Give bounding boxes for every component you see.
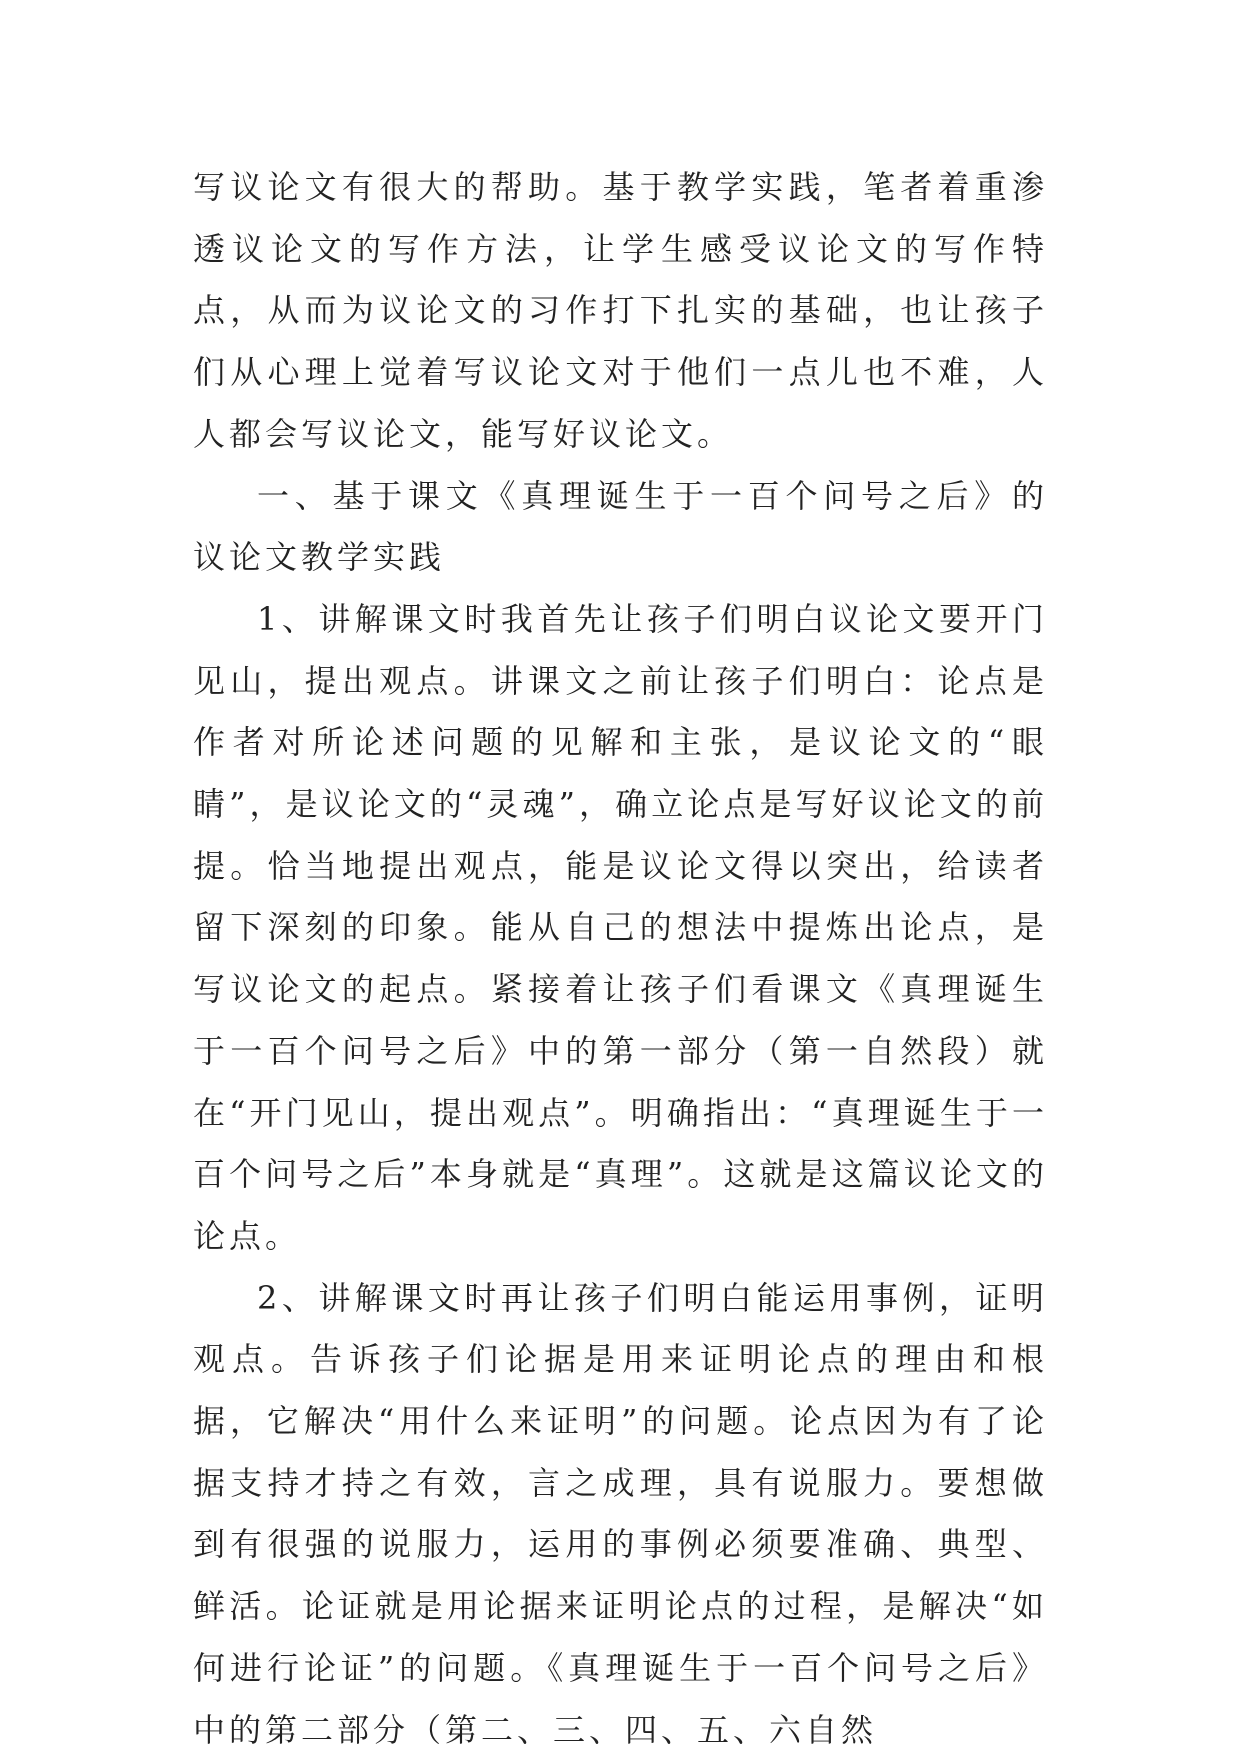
section-heading: 一、基于课文《真理诞生于一百个问号之后》的议论文教学实践 — [193, 476, 1048, 577]
paragraph-continuation: 写议论文有很大的帮助。基于教学实践，笔者着重渗透议论文的写作方法，让学生感受议论文的写作特点，从而为议论文的习作打下扎实的基础，也让孩子们从心理上觉着写议论文对于他们一点儿也不难，人人都会写议论文，能写好议论文。 — [193, 168, 1048, 453]
paragraph-point-1: 1、讲解课文时我首先让孩子们明白议论文要开门见山，提出观点。讲课文之前让孩子们明白：论点是作者对所论述问题的见解和主张，是议论文的“眼睛”，是议论文的“灵魂”，确立论点是写好议论文的前提。恰当地提出观点，能是议论文得以突出，给读者留下深刻的印象。能从自己的想法中提炼出论点，是写议论文的起点。紧接着让孩子们看课文《真理诞生于一百个问号之后》中的第一部分（第一自然段）就在“开门见山，提出观点”。明确指出：“真理诞生于一百个问号之后”本身就是“真理”。这就是这篇议论文的论点。 — [193, 599, 1048, 1255]
paragraph-point-2: 2、讲解课文时再让孩子们明白能运用事例，证明观点。告诉孩子们论据是用来证明论点的理由和根据，它解决“用什么来证明”的问题。论点因为有了论据支持才持之有效，言之成理，具有说服力。要想做到有很强的说服力，运用的事例必须要准确、典型、鲜活。论证就是用论据来证明论点的过程，是解决“如何进行论证”的问题。《真理诞生于一百个问号之后》中的第二部分（第二、三、四、五、六自然 — [193, 1278, 1048, 1749]
document-page — [193, 157, 1048, 1761]
